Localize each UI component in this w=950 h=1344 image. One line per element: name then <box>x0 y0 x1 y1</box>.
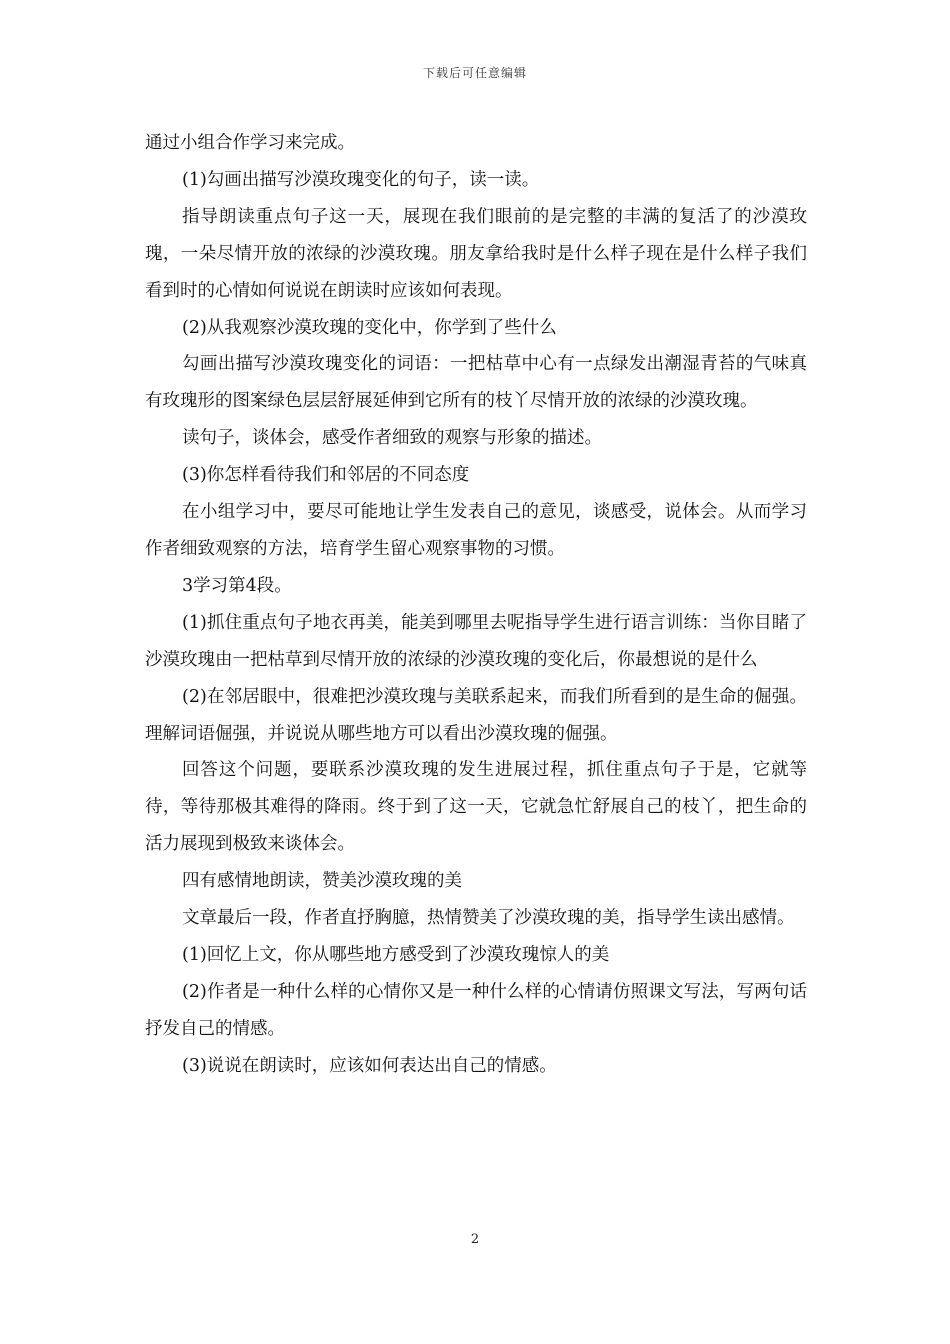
paragraph: (1)抓住重点句子地衣再美，能美到哪里去呢指导学生进行语言训练：当你目睹了沙漠玫瑰由一把枯草到尽情开放的浓绿的沙漠玫瑰的变化后，你最想说的是什么 <box>145 612 807 670</box>
paragraph: 在小组学习中，要尽可能地让学生发表自己的意见，谈感受，说体会。从而学习作者细致观察的方法，培育学生留心观察事物的习惯。 <box>145 502 807 559</box>
paragraph: (3)说说在朗读时，应该如何表达出自己的情感。 <box>182 1055 557 1076</box>
page-number: 2 <box>470 1232 480 1247</box>
paragraph: (2)从我观察沙漠玫瑰的变化中，你学到了些什么 <box>182 317 557 338</box>
paragraph: 文章最后一段，作者直抒胸臆，热情赞美了沙漠玫瑰的美，指导学生读出感情。 <box>182 908 795 929</box>
paragraph: (1)回忆上文，你从哪些地方感受到了沙漠玫瑰惊人的美 <box>182 944 610 965</box>
paragraph: 勾画出描写沙漠玫瑰变化的词语：一把枯草中心有一点绿发出潮湿青苔的气味真有玫瑰形的图案绿色层层舒展延伸到它所有的枝丫尽情开放的浓绿的沙漠玫瑰。 <box>145 354 807 412</box>
paragraph: 回答这个问题，要联系沙漠玫瑰的发生进展过程，抓住重点句子于是，它就等待，等待那极其难得的降雨。终于到了这一天，它就急忙舒展自己的枝丫，把生命的活力展现到极致来谈体会。 <box>145 760 807 855</box>
paragraph: (1)勾画出描写沙漠玫瑰变化的句子，读一读。 <box>182 169 540 190</box>
paragraph: (3)你怎样看待我们和邻居的不同态度 <box>182 465 470 486</box>
paragraph: 3学习第4段。 <box>182 575 292 596</box>
paragraph: (2)在邻居眼中，很难把沙漠玫瑰与美联系起来，而我们所看到的是生命的倔强。理解词语倔强，并说说从哪些地方可以看出沙漠玫瑰的倔强。 <box>145 686 807 744</box>
paragraph: 指导朗读重点句子这一天，展现在我们眼前的是完整的丰满的复活了的沙漠玫瑰，一朵尽情开放的浓绿的沙漠玫瑰。朋友拿给我时是什么样子现在是什么样子我们看到时的心情如何说说在朗读时应该如何表现。 <box>145 206 807 301</box>
paragraph: 读句子，谈体会，感受作者细致的观察与形象的描述。 <box>182 428 602 449</box>
page-header: 下载后可任意编辑 <box>422 66 527 80</box>
document-body <box>145 125 807 1085</box>
paragraph: 通过小组合作学习来完成。 <box>145 133 355 153</box>
paragraph: (2)作者是一种什么样的心情你又是一种什么样的心情请仿照课文写法，写两句话抒发自己的情感。 <box>145 981 807 1039</box>
paragraph: 四有感情地朗读，赞美沙漠玫瑰的美 <box>182 871 462 892</box>
